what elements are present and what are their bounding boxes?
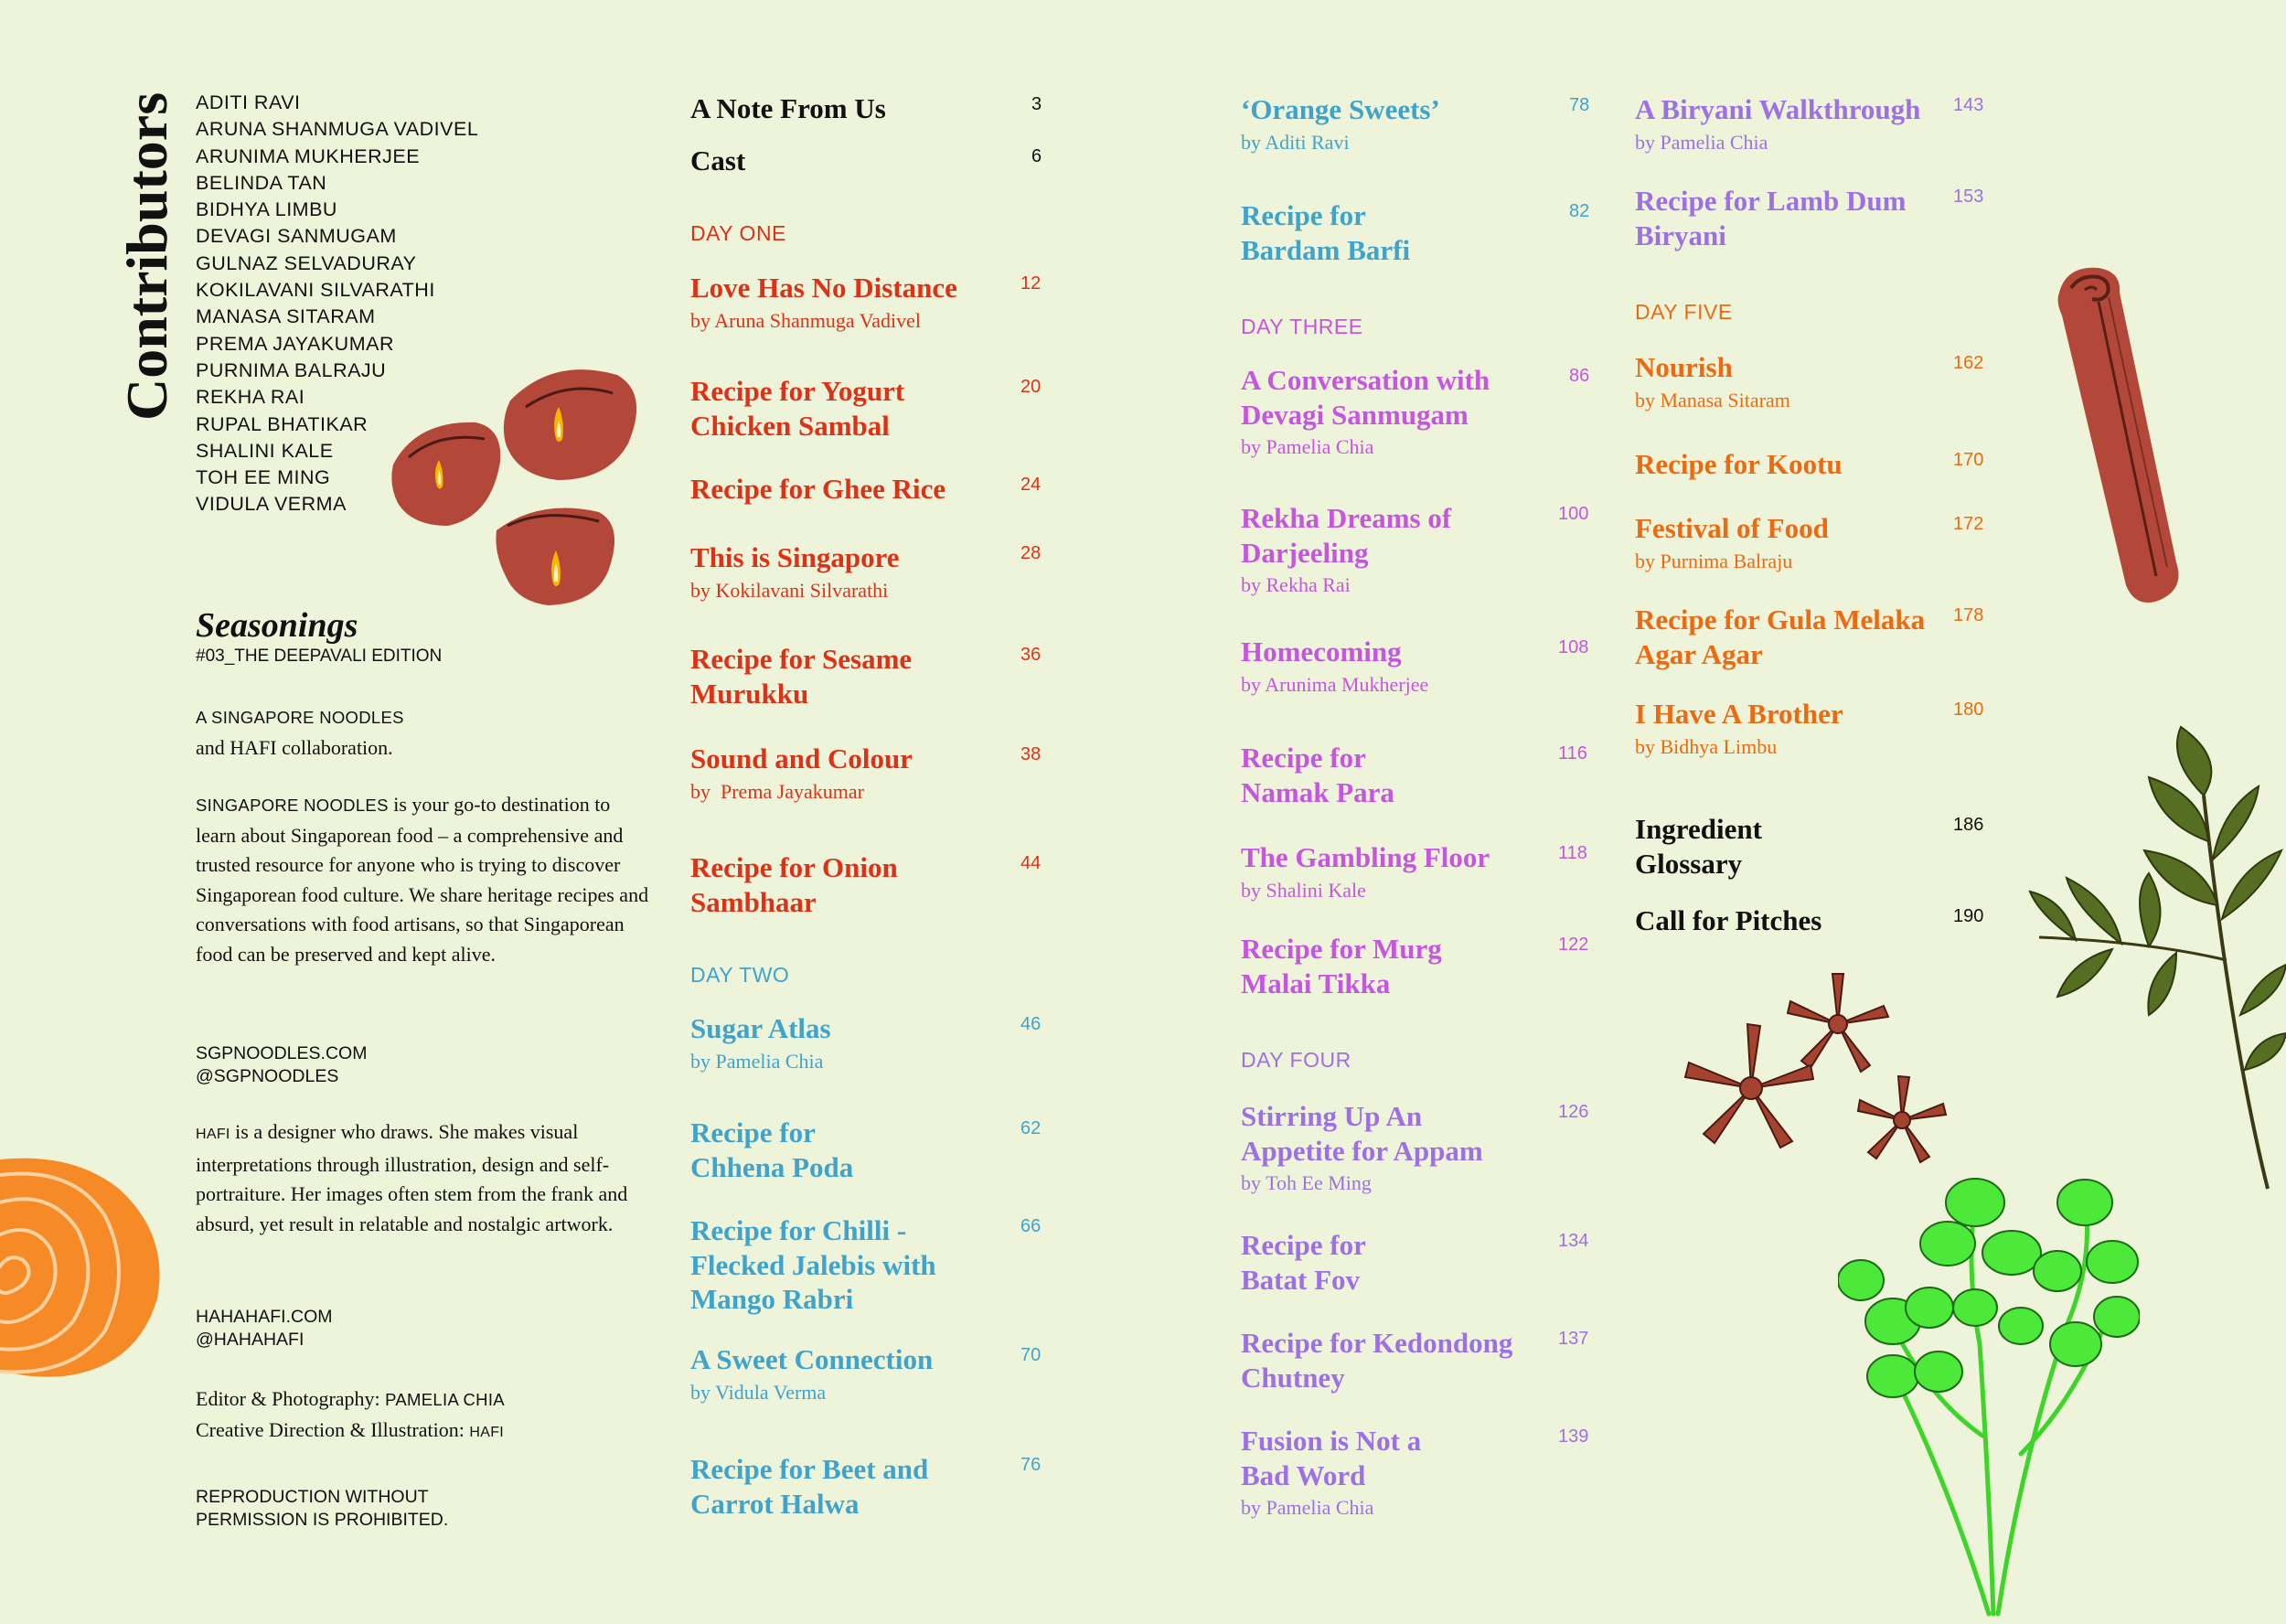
- contributor-name: TOH EE MING: [196, 466, 331, 489]
- contributor-name: BIDHYA LIMBU: [196, 198, 337, 221]
- diya-lamps-illustration: [389, 357, 654, 631]
- star-anise-illustration: [1664, 960, 1975, 1170]
- page-number: 62: [1020, 1118, 1042, 1138]
- curry-leaves-illustration: [2021, 722, 2286, 1198]
- cilantro-illustration: [1838, 1161, 2140, 1619]
- contributor-name: ARUNIMA MUKHERJEE: [196, 144, 421, 167]
- hafi-description: HAFI is a designer who draws. She makes visual interpretations through illustration, design and self-portraiture. Her images often stem from the frank and absurd, yet result in relatable and nostalgic artwork.: [196, 1120, 628, 1235]
- toc-entry[interactable]: The Gambling Floor by Shalini Kale: [1241, 841, 1490, 902]
- star-anise-icon: [1858, 1076, 1946, 1162]
- page-number: 66: [1020, 1216, 1042, 1236]
- toc-entry[interactable]: Ingredient Glossary: [1635, 813, 1762, 880]
- page-number: 3: [1031, 94, 1042, 114]
- toc-entry[interactable]: Sugar Atlas by Pamelia Chia: [690, 1012, 831, 1073]
- toc-entry[interactable]: A Conversation with Devagi Sanmugam by Pamelia Chia: [1241, 364, 1490, 458]
- page-number: 28: [1020, 543, 1042, 563]
- contributor-name: DEVAGI SANMUGAM: [196, 225, 397, 248]
- page-number: 178: [1953, 605, 1984, 625]
- toc-entry[interactable]: Recipe for Lamb Dum Biryani: [1635, 185, 1907, 251]
- diya-lamp-icon: [496, 508, 614, 606]
- page-number: 46: [1020, 1014, 1042, 1034]
- contributor-name: KOKILAVANI SILVARATHI: [196, 279, 435, 302]
- diya-lamp-icon: [504, 369, 636, 480]
- toc-entry[interactable]: Recipe for Chhena Poda: [690, 1116, 854, 1183]
- toc-entry[interactable]: A Sweet Connection by Vidula Verma: [690, 1343, 934, 1404]
- toc-entry[interactable]: Stirring Up An Appetite for Appam by Toh Ee Ming: [1241, 1100, 1483, 1194]
- toc-entry[interactable]: Recipe for Sesame Murukku: [690, 643, 913, 710]
- contributor-name: SHALINI KALE: [196, 439, 334, 462]
- star-anise-icon: [1788, 974, 1888, 1072]
- toc-entry[interactable]: Recipe for Batat Fov: [1241, 1229, 1366, 1296]
- page-number: 186: [1953, 815, 1984, 835]
- page-number: 78: [1569, 95, 1590, 115]
- toc-entry[interactable]: Recipe for Onion Sambhaar: [690, 851, 898, 918]
- day-five-heading: DAY FIVE: [1635, 300, 1733, 324]
- toc-entry[interactable]: Homecoming by Arunima Mukherjee: [1241, 636, 1429, 696]
- page-number: 76: [1020, 1455, 1042, 1475]
- page-number: 137: [1558, 1329, 1589, 1349]
- toc-entry[interactable]: Recipe for Ghee Rice: [690, 473, 946, 505]
- svg-text:Contributors: Contributors: [114, 91, 179, 421]
- page-number: 44: [1020, 853, 1042, 873]
- magazine-title: Seasonings: [196, 606, 358, 645]
- toc-entry[interactable]: Call for Pitches: [1635, 904, 1822, 936]
- toc-entry[interactable]: Recipe for Namak Para: [1241, 742, 1394, 808]
- toc-entry[interactable]: Recipe for Yogurt Chicken Sambal: [690, 375, 905, 442]
- diya-lamp-icon: [391, 422, 500, 526]
- day-two-heading: DAY TWO: [690, 963, 790, 987]
- hafi-handle[interactable]: @HAHAHAFI: [196, 1330, 304, 1350]
- toc-entry[interactable]: Sound and Colour by Prema Jayakumar: [690, 743, 913, 803]
- toc-entry[interactable]: Recipe for Bardam Barfi: [1241, 199, 1411, 266]
- page-number: 190: [1953, 906, 1984, 926]
- cilantro-leaf-icon: [1946, 1179, 2004, 1226]
- toc-entry[interactable]: This is Singapore by Kokilavani Silvarathi: [690, 541, 900, 602]
- toc-entry[interactable]: Recipe for Chilli -Flecked Jalebis with Mango Rabri: [690, 1214, 936, 1315]
- page-number: 143: [1953, 95, 1984, 115]
- page-number: 100: [1558, 504, 1589, 524]
- contributor-name: BELINDA TAN: [196, 171, 327, 194]
- toc-entry[interactable]: Recipe for Beet and Carrot Halwa: [690, 1453, 929, 1520]
- toc-entry[interactable]: Recipe for Kedondong Chutney: [1241, 1327, 1513, 1394]
- contributor-name: MANASA SITARAM: [196, 305, 376, 328]
- contributor-name: ARUNA SHANMUGA VADIVEL: [196, 118, 479, 141]
- day-three-heading: DAY THREE: [1241, 315, 1363, 338]
- contributor-name: PREMA JAYAKUMAR: [196, 332, 394, 355]
- contributor-name: REKHA RAI: [196, 386, 305, 409]
- page-number: 12: [1020, 273, 1042, 294]
- toc-entry[interactable]: A Note From Us: [690, 92, 886, 124]
- toc-entry[interactable]: ‘Orange Sweets’ by Aditi Ravi: [1241, 93, 1440, 154]
- hafi-website[interactable]: HAHAHAFI.COM: [196, 1307, 333, 1327]
- contributor-name: ADITI RAVI: [196, 91, 301, 113]
- toc-entry[interactable]: Festival of Food by Purnima Balraju: [1635, 512, 1829, 572]
- star-anise-icon: [1685, 1024, 1813, 1148]
- singapore-noodles-description: SINGAPORE NOODLES is your go-to destination to learn about Singaporean food – a comprehensive and trusted resource for anyone who is trying to discover Singaporean food culture. We share heritage recipes and conversations with food artisans, so that Singaporean food can be preserved and kept alive.: [196, 793, 649, 966]
- contributor-name: VIDULA VERMA: [196, 493, 347, 516]
- page-number: 172: [1953, 514, 1984, 534]
- page-number: 118: [1558, 843, 1587, 863]
- hafi-contact: [196, 1306, 333, 1352]
- page-number: 134: [1558, 1231, 1589, 1251]
- toc-entry[interactable]: A Biryani Walkthrough by Pamelia Chia: [1635, 93, 1921, 154]
- page-number: 126: [1558, 1102, 1589, 1122]
- credits: Editor & Photography: PAMELIA CHIA Creative Direction & Illustration: HAFI: [196, 1387, 505, 1441]
- reproduction-notice: REPRODUCTION WITHOUT PERMISSION IS PROHIBITED.: [196, 1487, 449, 1530]
- page-number: 6: [1031, 146, 1042, 166]
- page-number: 70: [1020, 1345, 1042, 1365]
- contributor-name: PURNIMA BALRAJU: [196, 358, 387, 381]
- toc-entry[interactable]: Love Has No Distance by Aruna Shanmuga Vadivel: [690, 272, 957, 332]
- page-number: 122: [1558, 935, 1589, 955]
- singapore-noodles-contact: [196, 1042, 367, 1088]
- page-number: 86: [1569, 366, 1590, 386]
- page-number: 38: [1020, 744, 1042, 764]
- sgpnoodles-handle[interactable]: @SGPNOODLES: [196, 1066, 339, 1086]
- collab-statement: A SINGAPORE NOODLES and HAFI collaboration.: [196, 708, 404, 759]
- page-number: 116: [1558, 743, 1587, 764]
- page-number: 162: [1953, 353, 1984, 373]
- page-number: 82: [1569, 201, 1590, 221]
- contributors-heading: [38, 91, 203, 421]
- curry-leaf-icon: [2177, 727, 2211, 796]
- day-four-heading: DAY FOUR: [1241, 1048, 1351, 1072]
- murukku-spiral-illustration: [0, 1152, 174, 1381]
- page-number: 139: [1558, 1426, 1589, 1447]
- page-number: 108: [1558, 637, 1589, 657]
- cinnamon-stick-illustration: [2048, 261, 2195, 608]
- page-number: 170: [1953, 450, 1984, 470]
- contributor-name: RUPAL BHATIKAR: [196, 412, 369, 435]
- page-number: 36: [1020, 645, 1042, 665]
- page-number: 180: [1953, 700, 1984, 720]
- page-number: 24: [1020, 475, 1042, 495]
- toc-entry[interactable]: I Have A Brother by Bidhya Limbu: [1635, 698, 1843, 758]
- toc-entry[interactable]: Rekha Dreams of Darjeeling by Rekha Rai: [1241, 502, 1452, 596]
- sgpnoodles-website[interactable]: SGPNOODLES.COM: [196, 1043, 368, 1063]
- page-number: 153: [1953, 187, 1984, 207]
- toc-entry[interactable]: Fusion is Not a Bad Word by Pamelia Chia: [1241, 1425, 1422, 1519]
- page-number: 20: [1020, 377, 1042, 397]
- toc-entry[interactable]: Recipe for Murg Malai Tikka: [1241, 933, 1442, 999]
- toc-entry[interactable]: Recipe for Kootu: [1635, 448, 1843, 480]
- toc-entry[interactable]: Recipe for Gula Melaka Agar Agar: [1635, 604, 1926, 670]
- edition-label: #03_THE DEEPAVALI EDITION: [196, 646, 443, 666]
- contributor-name: GULNAZ SELVADURAY: [196, 251, 417, 274]
- toc-entry[interactable]: Nourish by Manasa Sitaram: [1635, 351, 1790, 411]
- toc-entry[interactable]: Cast: [690, 144, 746, 176]
- day-one-heading: DAY ONE: [690, 221, 786, 245]
